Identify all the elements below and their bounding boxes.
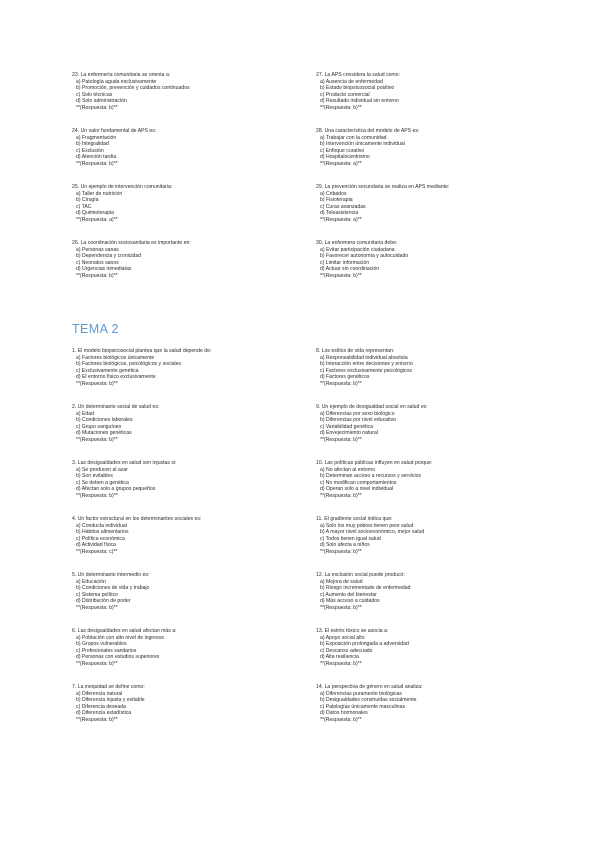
option: d) Teleasistencia bbox=[320, 210, 359, 217]
question-stem: 5. Un determinante intermedio es: bbox=[72, 572, 150, 578]
option: d) Urgencias inmediatas bbox=[76, 266, 132, 273]
option: d) Resultado individual sin entorno bbox=[320, 98, 399, 105]
option: b) Fisioterapia bbox=[320, 197, 353, 204]
option: d) Factores genéticos bbox=[320, 374, 370, 381]
question-stem: 2. Un determinante social de salud es: bbox=[72, 404, 160, 410]
option: a) Cribados bbox=[320, 190, 347, 197]
section-title: TEMA 2 bbox=[72, 322, 119, 336]
option: a) Se producen al azar bbox=[76, 466, 128, 473]
question-stem: 9. Un ejemplo de desigualdad social en salud es: bbox=[316, 404, 428, 410]
option: b) Intervención únicamente individual bbox=[320, 141, 405, 148]
option: b) Integralidad bbox=[76, 141, 109, 148]
option: d) Solo administración bbox=[76, 98, 127, 105]
option: c) Sistema político bbox=[76, 591, 118, 598]
option: a) Factores biológicos únicamente bbox=[76, 354, 155, 361]
option: c) TAC bbox=[76, 203, 92, 210]
option: b) Dependencia y cronicidad bbox=[76, 253, 142, 260]
option: a) No afectan al entorno bbox=[320, 466, 376, 473]
option: b) Condiciones de vida y trabajo bbox=[76, 585, 150, 592]
option: b) Diferencia injusta y evitable bbox=[76, 697, 145, 704]
answer: **(Respuesta: b)** bbox=[76, 104, 118, 111]
option: a) Diferencia natural bbox=[76, 690, 123, 697]
option: a) Diferencias por sexo biológico bbox=[320, 410, 395, 417]
question-stem: 4. Un factor estructural en los determinantes sociales es: bbox=[72, 516, 202, 522]
question-block bbox=[72, 348, 312, 388]
option: a) Taller de nutrición bbox=[76, 190, 123, 197]
option: d) Afectan solo a grupos pequeños bbox=[76, 486, 156, 493]
option: c) Producto comercial bbox=[320, 91, 370, 98]
option: c) Política económica bbox=[76, 535, 125, 542]
question-stem: 7. La inequidad se define como: bbox=[72, 684, 145, 690]
option: b) Desigualdades construidas socialmente bbox=[320, 697, 417, 704]
question-block bbox=[316, 684, 556, 724]
question-block bbox=[72, 684, 312, 724]
option: d) El entorno físico exclusivamente bbox=[76, 374, 156, 381]
question-block bbox=[316, 628, 556, 668]
option: d) Hospitalocentrismo bbox=[320, 154, 370, 161]
option: d) Alta resiliencia bbox=[320, 654, 359, 661]
option: c) Se deben a genética bbox=[76, 479, 129, 486]
option: c) Todos tienen igual salud bbox=[320, 535, 381, 542]
answer: **(Respuesta: b)** bbox=[76, 272, 118, 279]
answer: **(Respuesta: c)** bbox=[76, 548, 118, 555]
option: c) Patologías únicamente masculinas bbox=[320, 703, 406, 710]
option: c) Solo técnicas bbox=[76, 91, 113, 98]
question-stem: 12. La exclusión social puede producir: bbox=[316, 572, 405, 578]
question-block bbox=[316, 240, 556, 280]
option: b) Riesgo incrementado de enfermedad bbox=[320, 585, 411, 592]
option: a) Evitar participación ciudadana bbox=[320, 246, 395, 253]
option: a) Apoyo social alto bbox=[320, 634, 365, 641]
option: b) Hábitos alimentarios bbox=[76, 529, 129, 536]
option: b) A mayor nivel socioeconómico, mejor salud bbox=[320, 529, 425, 536]
option: d) Datos hormonales bbox=[320, 710, 368, 717]
option: b) Promoción, prevención y cuidados continuados bbox=[76, 85, 190, 92]
option: d) Personas con estudios superiores bbox=[76, 654, 160, 661]
question-stem: 30. La enfermera comunitaria debe: bbox=[316, 240, 398, 246]
question-block bbox=[72, 572, 312, 612]
option: b) Factores biológicos, psicológicos y sociales bbox=[76, 361, 182, 368]
answer: **(Respuesta: b)** bbox=[320, 716, 362, 723]
question-block bbox=[72, 128, 312, 168]
option: c) Profesionales sanitarios bbox=[76, 647, 137, 654]
answer: **(Respuesta: b)** bbox=[320, 492, 362, 499]
question-block bbox=[316, 572, 556, 612]
option: b) Grupos vulnerables bbox=[76, 641, 127, 648]
answer: **(Respuesta: b)** bbox=[320, 548, 362, 555]
answer: **(Respuesta: b)** bbox=[76, 492, 118, 499]
question-stem: 11. El gradiente social indica que: bbox=[316, 516, 393, 522]
option: a) Diferencias puramente biológicas bbox=[320, 690, 402, 697]
question-block bbox=[72, 184, 312, 224]
answer: **(Respuesta: b)** bbox=[320, 104, 362, 111]
question-block bbox=[316, 404, 556, 444]
option: b) Favorecer autonomía y autocuidado bbox=[320, 253, 409, 260]
answer: **(Respuesta: b)** bbox=[320, 436, 362, 443]
question-block bbox=[316, 184, 556, 224]
option: c) Limitar información bbox=[320, 259, 370, 266]
option: d) Mutaciones genéticas bbox=[76, 430, 132, 437]
question-stem: 23. La enfermería comunitaria se orienta a: bbox=[72, 72, 171, 78]
answer: **(Respuesta: a)** bbox=[320, 216, 362, 223]
option: d) Diferencia estadística bbox=[76, 710, 132, 717]
option: c) Descanso adecuado bbox=[320, 647, 373, 654]
option: a) Responsabilidad individual absoluta bbox=[320, 354, 408, 361]
option: b) Diferencias por nivel educativo bbox=[320, 417, 396, 424]
option: a) Trabajar con la comunidad bbox=[320, 134, 387, 141]
answer: **(Respuesta: b)** bbox=[76, 716, 118, 723]
option: a) Fragmentación bbox=[76, 134, 117, 141]
question-block bbox=[316, 72, 556, 112]
option: d) Solo afecta a niños bbox=[320, 542, 370, 549]
question-stem: 27. La APS considera la salud como: bbox=[316, 72, 400, 78]
option: c) Factores exclusivamente psicológicos bbox=[320, 367, 412, 374]
question-block bbox=[316, 516, 556, 556]
option: b) Exposición prolongada a adversidad bbox=[320, 641, 409, 648]
option: a) Población con alto nivel de ingresos bbox=[76, 634, 164, 641]
option: a) Ausencia de enfermedad bbox=[320, 78, 383, 85]
answer: **(Respuesta: a)** bbox=[320, 160, 362, 167]
question-stem: 25. Un ejemplo de intervención comunitaria: bbox=[72, 184, 173, 190]
option: d) Envejecimiento natural bbox=[320, 430, 378, 437]
option: d) Atención tardía bbox=[76, 154, 117, 161]
question-stem: 26. La coordinación sociosanitaria es importante en: bbox=[72, 240, 191, 246]
question-stem: 13. El estrés tóxico se asocia a: bbox=[316, 628, 389, 634]
answer: **(Respuesta: b)** bbox=[76, 160, 118, 167]
option: c) Exclusivamente genética bbox=[76, 367, 139, 374]
option: a) Patología aguda exclusivamente bbox=[76, 78, 157, 85]
option: d) Distribución de poder bbox=[76, 598, 131, 605]
answer: **(Respuesta: b)** bbox=[320, 272, 362, 279]
option: b) Estado biopsicosocial positivo bbox=[320, 85, 395, 92]
question-block bbox=[316, 128, 556, 168]
answer: **(Respuesta: b)** bbox=[76, 436, 118, 443]
option: c) Grupo sanguíneo bbox=[76, 423, 122, 430]
question-stem: 10. Las políticas públicas influyen en salud porque: bbox=[316, 460, 433, 466]
answer: **(Respuesta: b)** bbox=[76, 604, 118, 611]
answer: **(Respuesta: a)** bbox=[76, 216, 118, 223]
question-stem: 6. Las desigualdades en salud afectan más a: bbox=[72, 628, 177, 634]
question-stem: 3. Las desigualdades en salud son injustas si: bbox=[72, 460, 177, 466]
question-stem: 24. Un valor fundamental de APS es: bbox=[72, 128, 157, 134]
option: b) Cirugía bbox=[76, 197, 99, 204]
question-block bbox=[72, 460, 312, 500]
answer: **(Respuesta: b)** bbox=[76, 380, 118, 387]
option: c) Neonatos sanos bbox=[76, 259, 119, 266]
option: a) Personas sanas bbox=[76, 246, 119, 253]
question-block bbox=[316, 348, 556, 388]
option: a) Edad bbox=[76, 410, 94, 417]
answer: **(Respuesta: b)** bbox=[320, 660, 362, 667]
option: a) Solo los muy pobres tienen peor salud bbox=[320, 522, 414, 529]
option: c) Exclusión bbox=[76, 147, 104, 154]
question-stem: 28. Una característica del modelo de APS es: bbox=[316, 128, 420, 134]
option: c) Diferencia deseada bbox=[76, 703, 126, 710]
option: d) Operan solo a nivel individual bbox=[320, 486, 394, 493]
question-block bbox=[72, 628, 312, 668]
option: a) Mejora de salud bbox=[320, 578, 363, 585]
option: b) Condiciones laborales bbox=[76, 417, 133, 424]
option: b) Determinan acceso a recursos y servicios bbox=[320, 473, 422, 480]
option: d) Actuar sin coordinación bbox=[320, 266, 380, 273]
option: b) Son evitables bbox=[76, 473, 113, 480]
option: d) Actividad física bbox=[76, 542, 117, 549]
answer: **(Respuesta: b)** bbox=[320, 604, 362, 611]
answer: **(Respuesta: b)** bbox=[320, 380, 362, 387]
option: c) Variabilidad genética bbox=[320, 423, 374, 430]
question-stem: 1. El modelo biopsicosocial plantea que la salud depende de: bbox=[72, 348, 212, 354]
question-stem: 29. La prevención secundaria se realiza en APS mediante: bbox=[316, 184, 450, 190]
question-stem: 8. Los estilos de vida representan: bbox=[316, 348, 395, 354]
option: b) Interacción entre decisiones y entorno bbox=[320, 361, 413, 368]
option: c) Aumento del bienestar bbox=[320, 591, 377, 598]
option: d) Quimioterapia bbox=[76, 210, 114, 217]
question-block bbox=[72, 516, 312, 556]
question-block bbox=[72, 72, 312, 112]
question-stem: 14. La perspectiva de género en salud analiza: bbox=[316, 684, 423, 690]
option: c) Enfoque curativo bbox=[320, 147, 365, 154]
question-block bbox=[72, 404, 312, 444]
option: c) No modifican comportamientos bbox=[320, 479, 397, 486]
option: d) Más acceso a cuidados bbox=[320, 598, 380, 605]
option: c) Curas avanzadas bbox=[320, 203, 366, 210]
question-block bbox=[72, 240, 312, 280]
option: a) Conducta individual bbox=[76, 522, 127, 529]
answer: **(Respuesta: b)** bbox=[76, 660, 118, 667]
question-block bbox=[316, 460, 556, 500]
option: a) Educación bbox=[76, 578, 106, 585]
